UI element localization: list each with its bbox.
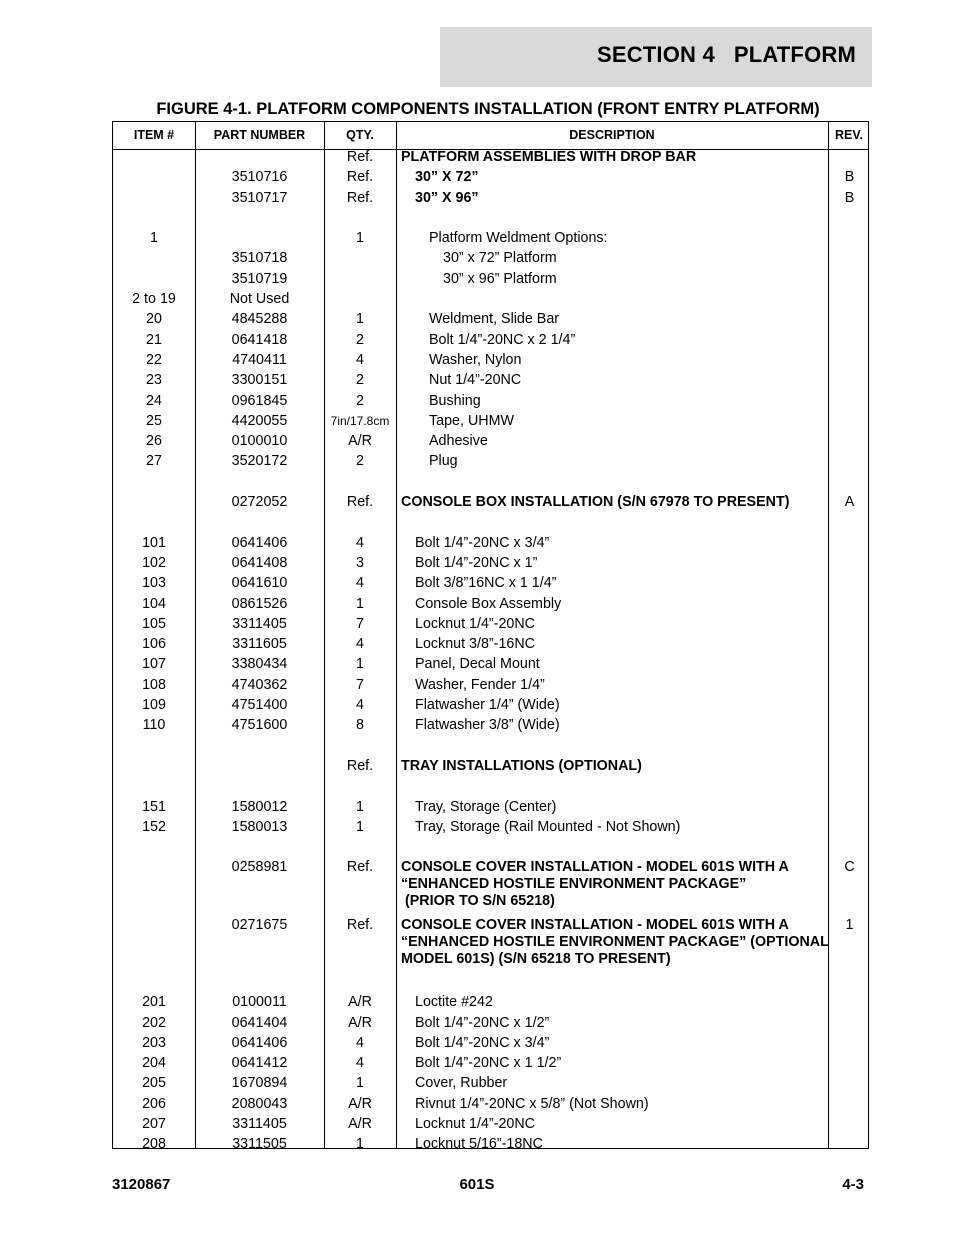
- table-row: [113, 535, 868, 555]
- item-number-cell: 202: [142, 1014, 166, 1031]
- qty-cell: 2: [356, 331, 364, 348]
- column-header-rev: REV.: [834, 128, 864, 142]
- figure-title: FIGURE 4-1. PLATFORM COMPONENTS INSTALLATION (FRONT ENTRY PLATFORM): [156, 100, 820, 118]
- qty-cell: Ref.: [346, 757, 374, 774]
- description-line: CONSOLE COVER INSTALLATION - MODEL 601S WITH A: [401, 859, 789, 876]
- qty-cell: Ref.: [346, 859, 374, 876]
- description-cell: Weldment, Slide Bar: [429, 311, 560, 328]
- description-cell: Platform Weldment Options:: [429, 230, 608, 247]
- table-row: [113, 453, 868, 473]
- table-row: [113, 433, 868, 453]
- description-cell: Bolt 1/4”-20NC x 1”: [415, 554, 538, 571]
- qty-cell: 4: [356, 534, 364, 551]
- table-row: [113, 917, 868, 974]
- table-row: [113, 393, 868, 413]
- section-title: SECTION 4 PLATFORM: [596, 42, 856, 67]
- part-number-cell: 4740411: [232, 351, 287, 368]
- item-number-cell: 20: [146, 311, 162, 328]
- description-cell: 30” x 96” Platform: [443, 270, 557, 287]
- table-row: [113, 413, 868, 433]
- table-row: [113, 859, 868, 916]
- part-number-cell: Not Used: [229, 291, 290, 308]
- qty-cell: 2: [356, 392, 364, 409]
- blank-row: [113, 778, 868, 798]
- qty-cell: Ref.: [346, 916, 374, 933]
- table-row: [113, 575, 868, 595]
- part-number-cell: 0641412: [231, 1055, 288, 1072]
- description-cell: Nut 1/4”-20NC: [429, 372, 522, 389]
- part-number-cell: 4420055: [231, 412, 288, 429]
- item-number-cell: 105: [142, 615, 166, 632]
- table-row: [113, 1136, 868, 1156]
- item-number-cell: 104: [142, 595, 166, 612]
- item-number-cell: 26: [146, 433, 162, 450]
- revision-cell: B: [844, 169, 855, 186]
- part-number-cell: 3311505: [232, 1136, 287, 1153]
- table-row: [113, 149, 868, 169]
- table-row: [113, 616, 868, 636]
- blank-row: [113, 514, 868, 534]
- column-header-qty: QTY.: [346, 128, 374, 142]
- description-line: “ENHANCED HOSTILE ENVIRONMENT PACKAGE”: [401, 876, 747, 893]
- table-row: [113, 311, 868, 331]
- qty-cell: 1: [356, 230, 364, 247]
- table-row: [113, 555, 868, 575]
- table-row: [113, 656, 868, 676]
- table-row: [113, 1035, 868, 1055]
- part-number-cell: 0641404: [231, 1014, 288, 1031]
- blank-row: [113, 839, 868, 859]
- description-line: “ENHANCED HOSTILE ENVIRONMENT PACKAGE” (OPTIONAL: [401, 933, 829, 950]
- description-cell: Bolt 1/4”-20NC x 1/2”: [415, 1014, 550, 1031]
- description-line: (PRIOR TO S/N 65218): [401, 893, 555, 910]
- item-number-cell: 107: [142, 656, 166, 673]
- part-number-cell: 1580012: [231, 798, 288, 815]
- qty-cell: 4: [356, 1055, 364, 1072]
- description-cell: Flatwasher 1/4” (Wide): [415, 697, 560, 714]
- item-number-cell: 203: [142, 1034, 166, 1051]
- part-number-cell: 3300151: [231, 372, 288, 389]
- item-number-cell: 2 to 19: [132, 291, 176, 308]
- table-body: [113, 149, 868, 1157]
- qty-cell: 4: [356, 636, 364, 653]
- item-number-cell: 101: [142, 534, 166, 551]
- part-number-cell: 4845288: [231, 311, 288, 328]
- qty-cell: A/R: [348, 1014, 372, 1031]
- description-cell: 30” x 72” Platform: [443, 250, 557, 267]
- part-number-cell: 0641408: [231, 554, 288, 571]
- part-number-cell: 3510719: [231, 270, 288, 287]
- description-line: MODEL 601S) (S/N 65218 TO PRESENT): [401, 950, 671, 967]
- blank-row: [113, 974, 868, 994]
- description-line: CONSOLE COVER INSTALLATION - MODEL 601S WITH A: [401, 916, 789, 933]
- item-number-cell: 25: [146, 412, 162, 429]
- qty-cell: 1: [356, 1075, 364, 1092]
- description-cell: 30” X 96”: [415, 189, 479, 206]
- revision-cell: 1: [845, 916, 854, 933]
- qty-cell: 3: [356, 554, 364, 571]
- part-number-cell: 3380434: [231, 656, 288, 673]
- table-row: [113, 758, 868, 778]
- item-number-cell: 108: [142, 676, 166, 693]
- part-number-cell: 4751600: [231, 717, 288, 734]
- description-cell: TRAY INSTALLATIONS (OPTIONAL): [401, 757, 642, 774]
- column-header-description: DESCRIPTION: [569, 128, 655, 142]
- blank-row: [113, 474, 868, 494]
- qty-cell: 1: [356, 595, 364, 612]
- table-row: [113, 1116, 868, 1136]
- qty-cell: A/R: [348, 433, 372, 450]
- part-number-cell: 0272052: [231, 494, 288, 511]
- qty-cell: Ref.: [346, 189, 374, 206]
- table-row: [113, 819, 868, 839]
- blank-row: [113, 210, 868, 230]
- part-number-cell: 3311405: [232, 1116, 287, 1133]
- table-row: [113, 352, 868, 372]
- description-cell: Flatwasher 3/8” (Wide): [415, 717, 560, 734]
- qty-cell: 1: [356, 818, 364, 835]
- qty-cell: 4: [356, 697, 364, 714]
- part-number-cell: 0861526: [231, 595, 288, 612]
- qty-cell: A/R: [348, 1116, 372, 1133]
- part-number-cell: 1580013: [231, 818, 288, 835]
- table-row: [113, 271, 868, 291]
- item-number-cell: 152: [142, 818, 166, 835]
- item-number-cell: 204: [142, 1055, 166, 1072]
- description-cell: Locknut 1/4”-20NC: [415, 615, 535, 632]
- qty-cell: 7: [356, 676, 364, 693]
- part-number-cell: 3311405: [232, 615, 287, 632]
- description-cell: Bolt 1/4”-20NC x 2 1/4”: [429, 331, 576, 348]
- section-banner: [440, 27, 872, 87]
- part-number-cell: 0100010: [231, 433, 288, 450]
- part-number-cell: 3510717: [231, 189, 288, 206]
- qty-cell: A/R: [348, 994, 372, 1011]
- part-number-cell: 0961845: [231, 392, 288, 409]
- description-cell: 30” X 72”: [415, 169, 479, 186]
- table-row: [113, 332, 868, 352]
- item-number-cell: 110: [142, 717, 166, 734]
- item-number-cell: 1: [150, 230, 158, 247]
- part-number-cell: 3510718: [231, 250, 288, 267]
- item-number-cell: 22: [146, 351, 162, 368]
- item-number-cell: 208: [142, 1136, 166, 1153]
- table-row: [113, 291, 868, 311]
- table-row: [113, 994, 868, 1014]
- description-cell: Locknut 1/4”-20NC: [415, 1116, 535, 1133]
- part-number-cell: 0271675: [231, 916, 288, 933]
- qty-cell: 1: [356, 1136, 364, 1153]
- part-number-cell: 2080043: [231, 1095, 288, 1112]
- revision-cell: A: [844, 494, 855, 511]
- part-number-cell: 3520172: [231, 453, 288, 470]
- item-number-cell: 207: [142, 1116, 166, 1133]
- description-cell: Plug: [429, 453, 458, 470]
- revision-cell: B: [844, 189, 855, 206]
- item-number-cell: 109: [142, 697, 166, 714]
- item-number-cell: 201: [142, 994, 166, 1011]
- description-cell: Tray, Storage (Rail Mounted - Not Shown): [415, 818, 681, 835]
- qty-cell: 1: [356, 798, 364, 815]
- blank-row: [113, 738, 868, 758]
- table-row: [113, 717, 868, 737]
- qty-cell: 2: [356, 372, 364, 389]
- part-number-cell: 0641610: [231, 575, 288, 592]
- table-row: [113, 1075, 868, 1095]
- description-cell: Tape, UHMW: [429, 412, 514, 429]
- footer-model: 601S: [459, 1176, 495, 1193]
- item-number-cell: 205: [142, 1075, 166, 1092]
- qty-cell: 1: [356, 311, 364, 328]
- qty-cell: 1: [356, 656, 364, 673]
- table-row: [113, 169, 868, 189]
- qty-cell: 4: [356, 1034, 364, 1051]
- item-number-cell: 206: [142, 1095, 166, 1112]
- item-number-cell: 106: [142, 636, 166, 653]
- table-row: [113, 1015, 868, 1035]
- description-cell: Washer, Fender 1/4”: [415, 676, 545, 693]
- table-row: [113, 190, 868, 210]
- table-row: [113, 677, 868, 697]
- part-number-cell: 4740362: [231, 676, 288, 693]
- qty-cell: Ref.: [346, 494, 374, 511]
- description-cell: Console Box Assembly: [415, 595, 562, 612]
- item-number-cell: 151: [142, 798, 166, 815]
- parts-table: [112, 121, 869, 1153]
- column-header-part-number: PART NUMBER: [213, 128, 306, 142]
- part-number-cell: 3311605: [232, 636, 287, 653]
- qty-cell: 4: [356, 575, 364, 592]
- table-row: [113, 636, 868, 656]
- qty-cell: 8: [356, 717, 364, 734]
- description-cell: PLATFORM ASSEMBLIES WITH DROP BAR: [401, 149, 697, 165]
- description-cell: Locknut 3/8”-16NC: [415, 636, 535, 653]
- item-number-cell: 23: [146, 372, 162, 389]
- item-number-cell: 102: [142, 554, 166, 571]
- item-number-cell: 27: [146, 453, 162, 470]
- description-cell: Cover, Rubber: [415, 1075, 508, 1092]
- table-row: [113, 230, 868, 250]
- part-number-cell: 0100011: [232, 994, 287, 1011]
- part-number-cell: 0258981: [231, 859, 288, 876]
- qty-cell: 7: [356, 615, 364, 632]
- description-cell: Tray, Storage (Center): [415, 798, 557, 815]
- description-cell: Rivnut 1/4”-20NC x 5/8” (Not Shown): [415, 1095, 649, 1112]
- qty-cell: 4: [356, 351, 364, 368]
- part-number-cell: 4751400: [231, 697, 288, 714]
- table-row: [113, 372, 868, 392]
- table-row: [113, 799, 868, 819]
- column-header-item: ITEM #: [133, 128, 175, 142]
- part-number-cell: 0641406: [231, 1034, 288, 1051]
- part-number-cell: 0641406: [231, 534, 288, 551]
- description-cell: Bolt 3/8”16NC x 1 1/4”: [415, 575, 557, 592]
- description-cell: Bolt 1/4”-20NC x 1 1/2”: [415, 1055, 562, 1072]
- table-row: [113, 697, 868, 717]
- qty-cell: Ref.: [346, 169, 374, 186]
- table-row: [113, 494, 868, 514]
- footer-doc-number: 3120867: [112, 1176, 171, 1193]
- table-row: [113, 596, 868, 616]
- part-number-cell: 1670894: [231, 1075, 288, 1092]
- item-number-cell: 24: [146, 392, 162, 409]
- qty-cell: Ref.: [346, 149, 374, 165]
- table-row: [113, 1096, 868, 1116]
- description-cell: Bolt 1/4”-20NC x 3/4”: [415, 534, 550, 551]
- qty-cell: 7in/17.8cm: [330, 413, 390, 428]
- description-cell: Locknut 5/16”-18NC: [415, 1136, 543, 1153]
- qty-cell: A/R: [348, 1095, 372, 1112]
- part-number-cell: 0641418: [231, 331, 288, 348]
- description-cell: Washer, Nylon: [429, 351, 522, 368]
- description-cell: Bolt 1/4”-20NC x 3/4”: [415, 1034, 550, 1051]
- description-cell: Adhesive: [429, 433, 488, 450]
- description-cell: Bushing: [429, 392, 481, 409]
- table-row: [113, 1055, 868, 1075]
- description-cell: Panel, Decal Mount: [415, 656, 540, 673]
- part-number-cell: 3510716: [231, 169, 288, 186]
- item-number-cell: 21: [146, 331, 162, 348]
- item-number-cell: 103: [142, 575, 166, 592]
- qty-cell: 2: [356, 453, 364, 470]
- footer-page-number: 4-3: [842, 1176, 864, 1193]
- table-row: [113, 250, 868, 270]
- description-cell: Loctite #242: [415, 994, 493, 1011]
- revision-cell: C: [844, 859, 855, 876]
- description-cell: CONSOLE BOX INSTALLATION (S/N 67978 TO PRESENT): [401, 494, 790, 511]
